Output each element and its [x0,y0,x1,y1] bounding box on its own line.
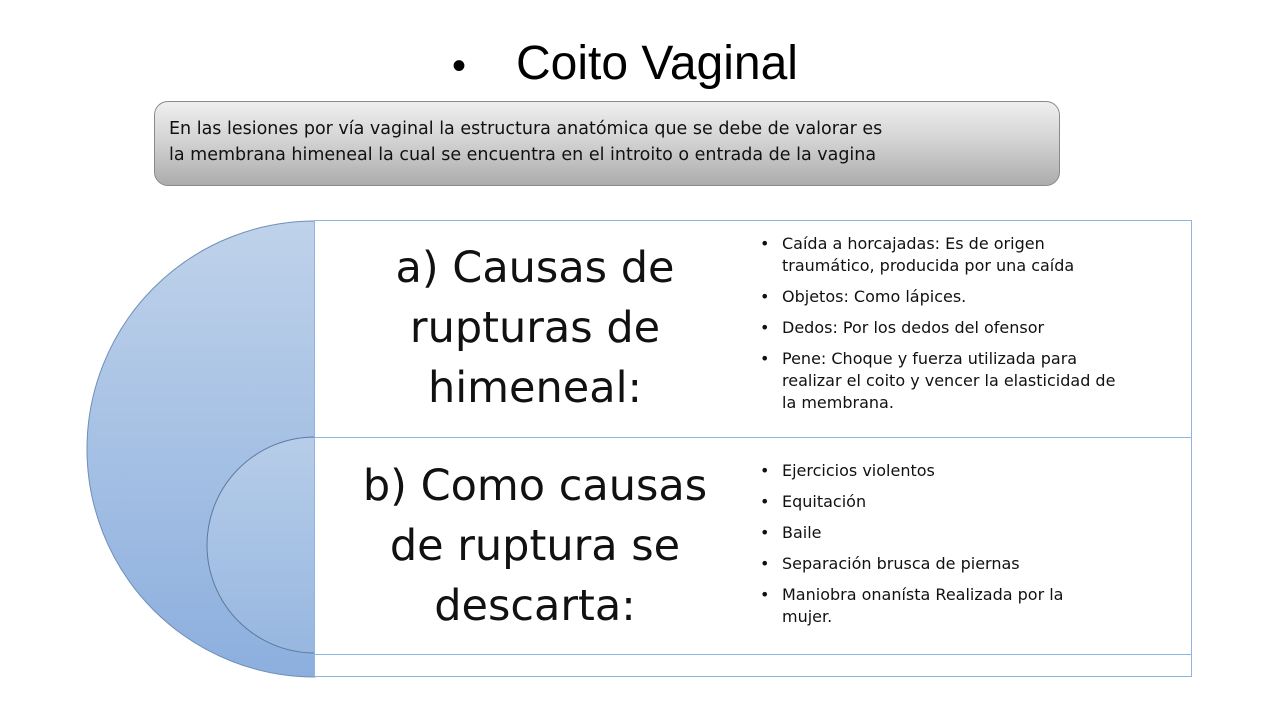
heading-line: himeneal: [427,363,643,413]
bullet-line: • Equitación [782,492,867,511]
list-item [756,584,1186,628]
section-b-heading [340,456,730,636]
section-a-bullets [756,233,1186,414]
bullet-line: la membrana. [782,393,894,412]
bullet-line: • Objetos: Como lápices. [782,287,967,306]
bullet-line: • Maniobra onanísta Realizada por la [782,585,1064,604]
bullet-line: • Caída a horcajadas: Es de origen [782,234,1045,253]
bullet-line: mujer. [782,607,833,626]
heading-line: de ruptura se [389,521,681,571]
list-item [756,491,1186,513]
list-item [756,317,1186,339]
callout-line: En las lesiones por vía vaginal la estructura anatómica que se debe de valorar es [169,119,883,139]
list-item [756,348,1186,414]
heading-line: rupturas de [409,303,661,353]
section-a-heading [340,238,730,418]
heading-line: a) Causas de [395,243,675,293]
callout-line: la membrana himeneal la cual se encuentra en el introito o entrada de la vagina [169,145,877,165]
bullet-line: • Separación brusca de piernas [782,554,1020,573]
bullet-line: • Baile [782,523,822,542]
list-item [756,553,1186,575]
section-b-bullets [756,460,1186,628]
heading-line: b) Como causas [362,461,708,511]
list-item [756,286,1186,308]
heading-line: descarta: [434,581,636,631]
list-item [756,522,1186,544]
list-item [756,233,1186,277]
bullet-line: realizar el coito y vencer la elasticidad de [782,371,1116,390]
bullet-line: • Ejercicios violentos [782,461,935,480]
bullet-line: • Pene: Choque y fuerza utilizada para [782,349,1078,368]
list-item [756,460,1186,482]
bottom-strip [315,655,1192,677]
slide-title-text: Coito Vaginal [516,37,798,90]
title-bullet: • [452,44,467,88]
bullet-line: traumático, producida por una caída [782,256,1075,275]
bullet-line: • Dedos: Por los dedos del ofensor [782,318,1045,337]
